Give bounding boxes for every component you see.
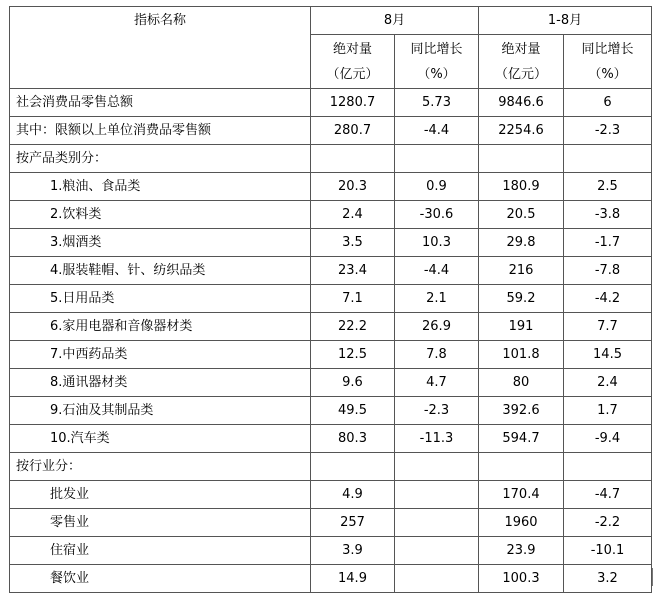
row-name-cell: 9.石油及其制品类	[10, 397, 311, 425]
table-row	[10, 481, 652, 509]
month-yoy-cell	[395, 453, 479, 481]
month-abs-cell: 1280.7	[311, 89, 395, 117]
month-yoy-cell: -2.3	[395, 397, 479, 425]
ytd-yoy-cell: -10.1	[564, 537, 652, 565]
ytd-abs-cell: 392.6	[479, 397, 564, 425]
ytd-yoy-cell: 1.7	[564, 397, 652, 425]
ytd-yoy-header	[564, 35, 652, 89]
ytd-yoy-cell: 3.2	[564, 565, 652, 593]
ytd-abs-cell: 170.4	[479, 481, 564, 509]
row-name-cell: 零售业	[10, 509, 311, 537]
month-yoy-cell	[395, 565, 479, 593]
month-abs-cell: 3.9	[311, 537, 395, 565]
edge-divider	[652, 568, 653, 586]
row-name-cell: 其中：限额以上单位消费品零售额	[10, 117, 311, 145]
ytd-yoy-cell: -2.3	[564, 117, 652, 145]
row-name-cell: 10.汽车类	[10, 425, 311, 453]
table-row	[10, 285, 652, 313]
table-row	[10, 425, 652, 453]
month-abs-unit: （亿元）	[326, 66, 379, 82]
row-name-cell: 4.服装鞋帽、针、纺织品类	[10, 257, 311, 285]
month-yoy-cell: -30.6	[395, 201, 479, 229]
ytd-abs-label: 绝对量	[501, 41, 541, 57]
month-abs-cell: 280.7	[311, 117, 395, 145]
ytd-yoy-cell: 14.5	[564, 341, 652, 369]
ytd-abs-cell: 23.9	[479, 537, 564, 565]
month-yoy-cell: 7.8	[395, 341, 479, 369]
table-row	[10, 201, 652, 229]
ytd-abs-cell	[479, 453, 564, 481]
month-abs-cell: 22.2	[311, 313, 395, 341]
month-yoy-cell: -4.4	[395, 257, 479, 285]
month-yoy-cell	[395, 145, 479, 173]
ytd-abs-cell: 191	[479, 313, 564, 341]
ytd-abs-cell: 59.2	[479, 285, 564, 313]
table-row	[10, 89, 652, 117]
ytd-abs-cell: 29.8	[479, 229, 564, 257]
ytd-abs-cell: 9846.6	[479, 89, 564, 117]
ytd-yoy-cell: 2.4	[564, 369, 652, 397]
ytd-yoy-cell: -4.7	[564, 481, 652, 509]
table-row	[10, 145, 652, 173]
row-name-cell: 1.粮油、食品类	[10, 173, 311, 201]
month-abs-cell: 7.1	[311, 285, 395, 313]
row-name-cell: 6.家用电器和音像器材类	[10, 313, 311, 341]
indicator-name-header: 指标名称	[10, 7, 311, 89]
header-row-period	[10, 7, 652, 35]
ytd-yoy-cell: -7.8	[564, 257, 652, 285]
table-row	[10, 565, 652, 593]
row-name-cell: 批发业	[10, 481, 311, 509]
month-abs-cell: 12.5	[311, 341, 395, 369]
table-row	[10, 537, 652, 565]
month-abs-cell: 3.5	[311, 229, 395, 257]
row-name-cell: 8.通讯器材类	[10, 369, 311, 397]
retail-sales-table	[9, 6, 652, 593]
ytd-abs-cell: 80	[479, 369, 564, 397]
ytd-yoy-cell: -2.2	[564, 509, 652, 537]
ytd-yoy-cell	[564, 453, 652, 481]
month-yoy-label: 同比增长	[410, 41, 463, 57]
month-yoy-cell: 5.73	[395, 89, 479, 117]
month-period-header: 8月	[311, 7, 479, 35]
month-yoy-unit: （%）	[417, 66, 456, 82]
ytd-abs-cell: 1960	[479, 509, 564, 537]
table-row	[10, 313, 652, 341]
month-yoy-cell: 26.9	[395, 313, 479, 341]
month-yoy-header	[395, 35, 479, 89]
month-yoy-cell: 4.7	[395, 369, 479, 397]
table-row	[10, 453, 652, 481]
ytd-abs-cell: 594.7	[479, 425, 564, 453]
table-row	[10, 257, 652, 285]
month-abs-cell: 20.3	[311, 173, 395, 201]
ytd-yoy-cell: -3.8	[564, 201, 652, 229]
month-abs-cell: 80.3	[311, 425, 395, 453]
ytd-abs-cell: 216	[479, 257, 564, 285]
row-name-cell: 住宿业	[10, 537, 311, 565]
month-yoy-cell	[395, 509, 479, 537]
ytd-yoy-cell: -9.4	[564, 425, 652, 453]
month-abs-cell: 14.9	[311, 565, 395, 593]
ytd-abs-header	[479, 35, 564, 89]
month-abs-cell: 257	[311, 509, 395, 537]
month-yoy-cell	[395, 537, 479, 565]
row-name-cell: 7.中西药品类	[10, 341, 311, 369]
row-name-cell: 社会消费品零售总额	[10, 89, 311, 117]
ytd-yoy-cell: -1.7	[564, 229, 652, 257]
month-abs-cell: 2.4	[311, 201, 395, 229]
ytd-yoy-unit: （%）	[588, 66, 627, 82]
month-abs-cell: 49.5	[311, 397, 395, 425]
month-abs-label: 绝对量	[332, 41, 372, 57]
month-yoy-cell: 10.3	[395, 229, 479, 257]
ytd-yoy-cell: -4.2	[564, 285, 652, 313]
table-row	[10, 117, 652, 145]
ytd-yoy-cell: 2.5	[564, 173, 652, 201]
month-abs-cell: 9.6	[311, 369, 395, 397]
row-name-cell: 2.饮料类	[10, 201, 311, 229]
ytd-abs-cell: 180.9	[479, 173, 564, 201]
month-yoy-cell: -4.4	[395, 117, 479, 145]
table-row	[10, 341, 652, 369]
month-abs-cell: 23.4	[311, 257, 395, 285]
month-yoy-cell: -11.3	[395, 425, 479, 453]
month-yoy-cell	[395, 481, 479, 509]
month-abs-cell: 4.9	[311, 481, 395, 509]
month-yoy-cell: 2.1	[395, 285, 479, 313]
table-row	[10, 397, 652, 425]
row-name-cell: 按行业分：	[10, 453, 311, 481]
ytd-abs-cell: 20.5	[479, 201, 564, 229]
table-row	[10, 509, 652, 537]
month-abs-cell	[311, 145, 395, 173]
ytd-yoy-cell	[564, 145, 652, 173]
table-row	[10, 173, 652, 201]
ytd-yoy-cell: 7.7	[564, 313, 652, 341]
row-name-cell: 5.日用品类	[10, 285, 311, 313]
table-row	[10, 229, 652, 257]
month-abs-cell	[311, 453, 395, 481]
row-name-cell: 餐饮业	[10, 565, 311, 593]
ytd-abs-unit: （亿元）	[494, 66, 547, 82]
ytd-abs-cell: 100.3	[479, 565, 564, 593]
ytd-yoy-label: 同比增长	[581, 41, 634, 57]
ytd-period-header: 1-8月	[479, 7, 652, 35]
ytd-abs-cell	[479, 145, 564, 173]
row-name-cell: 按产品类别分：	[10, 145, 311, 173]
ytd-abs-cell: 101.8	[479, 341, 564, 369]
table-row	[10, 369, 652, 397]
ytd-abs-cell: 2254.6	[479, 117, 564, 145]
row-name-cell: 3.烟酒类	[10, 229, 311, 257]
month-abs-header	[311, 35, 395, 89]
month-yoy-cell: 0.9	[395, 173, 479, 201]
ytd-yoy-cell: 6	[564, 89, 652, 117]
